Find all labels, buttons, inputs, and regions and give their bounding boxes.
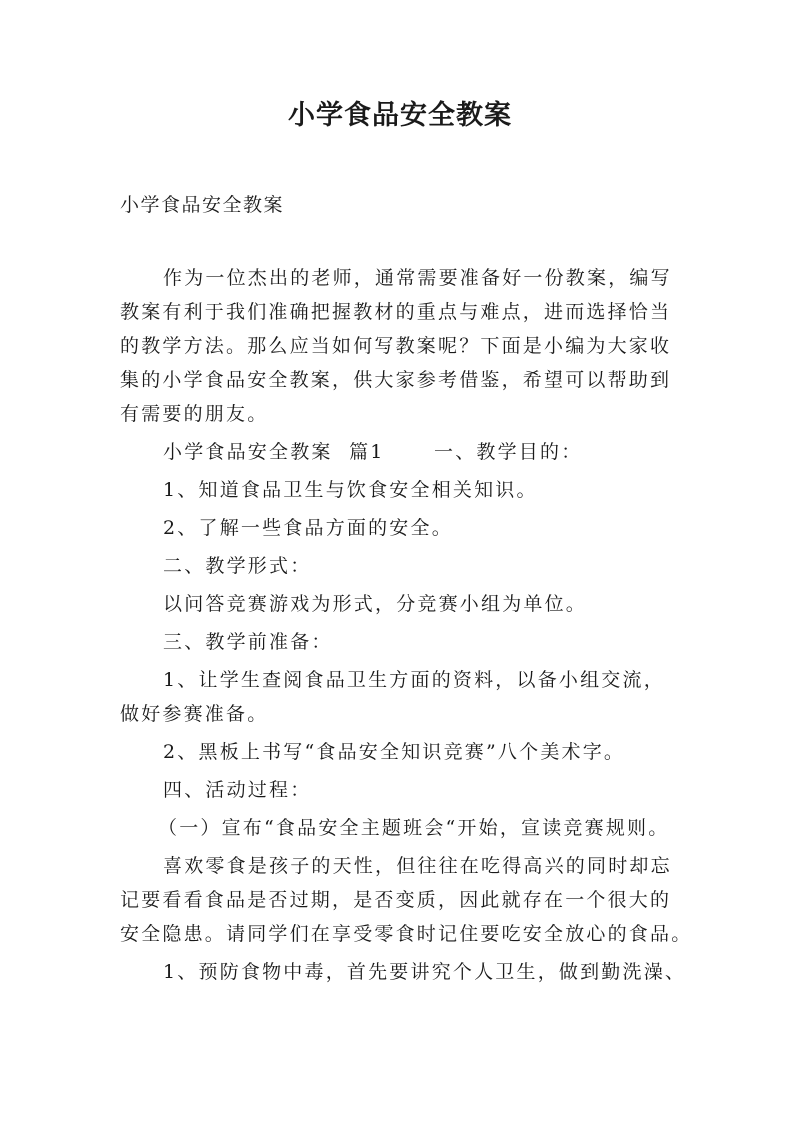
section-heading: 三、教学前准备： (163, 631, 333, 653)
paragraph-line: 喜欢零食是孩子的天性，但往往在吃得高兴的同时却忘 (163, 855, 672, 877)
list-item: 2、黑板上书写“食品安全知识竞赛”八个美术字。 (163, 741, 626, 763)
paragraph-line: 的教学方法。那么应当如何写教案呢？下面是小编为大家收 (120, 335, 672, 357)
section-heading: 二、教学形式： (163, 555, 312, 577)
document-body (120, 261, 693, 989)
section-heading: 四、活动过程： (163, 779, 312, 801)
paragraph-line: 集的小学食品安全教案，供大家参考借鉴，希望可以帮助到 (120, 369, 672, 391)
list-item: 1、让学生查阅食品卫生方面的资料，以备小组交流， (163, 669, 665, 691)
section-heading-line: 小学食品安全教案 篇1 一、教学目的： (163, 441, 583, 463)
paragraph-line: 以问答竞赛游戏为形式，分竞赛小组为单位。 (163, 593, 588, 615)
document-title: 小学食品安全教案 (288, 100, 512, 131)
paragraph-line: 作为一位杰出的老师，通常需要准备好一份教案，编写 (163, 267, 672, 289)
subsection-heading: （一）宣布“食品安全主题班会“开始，宣读竞赛规则。 (158, 817, 670, 839)
paragraph-line: 教案有利于我们准确把握教材的重点与难点，进而选择恰当 (120, 301, 672, 323)
list-item: 1、知道食品卫生与饮食安全相关知识。 (163, 479, 538, 501)
list-item: 2、了解一些食品方面的安全。 (163, 517, 453, 539)
paragraph-line: 有需要的朋友。 (120, 403, 269, 425)
list-item-continuation: 做好参赛准备。 (120, 703, 269, 725)
document-subtitle: 小学食品安全教案 (120, 194, 285, 216)
paragraph-line: 记要看看食品是否过期，是否变质，因此就存在一个很大的 (120, 889, 672, 911)
list-item: 1、预防食物中毒，首先要讲究个人卫生，做到勤洗澡、 (163, 961, 687, 983)
paragraph-line: 安全隐患。请同学们在享受零食时记住要吃安全放心的食品。 (120, 923, 693, 945)
